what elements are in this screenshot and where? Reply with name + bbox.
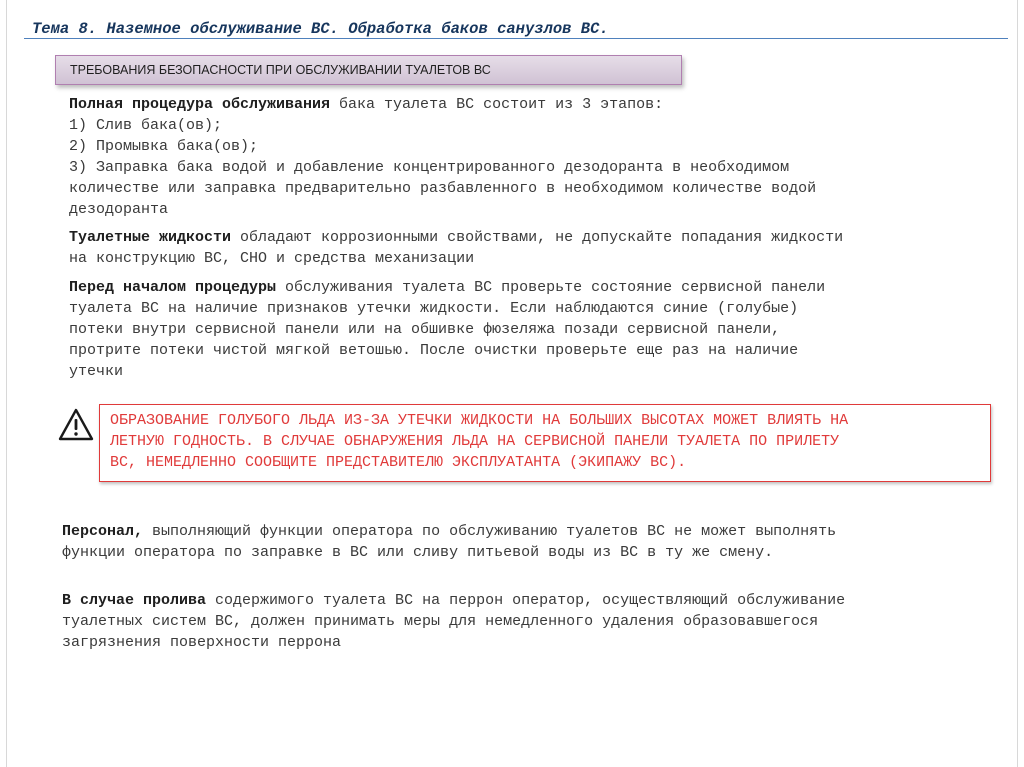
header-divider — [24, 38, 1008, 39]
before-paragraph — [69, 277, 825, 382]
procedure-line-4: количестве или заправка предварительно разбавленного в необходимом количестве водой — [69, 180, 817, 197]
section-banner: ТРЕБОВАНИЯ БЕЗОПАСНОСТИ ПРИ ОБСЛУЖИВАНИИ ТУАЛЕТОВ ВС — [55, 55, 682, 85]
fluids-lead: Туалетные жидкости — [69, 229, 232, 246]
before-lead: Перед началом процедуры — [69, 279, 277, 296]
procedure-line-1: 1) Слив бака(ов); — [69, 117, 223, 134]
before-line-2: потеки внутри сервисной панели или на обшивке фюзеляжа позади сервисной панели, — [69, 321, 781, 338]
spill-line-2: загрязнения поверхности перрона — [62, 634, 342, 651]
personnel-lead: Персонал, — [62, 523, 144, 540]
before-line-3: протрите потеки чистой мягкой ветошью. После очистки проверьте еще раз на наличие — [69, 342, 799, 359]
procedure-line-0: бака туалета ВС состоит из 3 этапов: — [330, 96, 664, 113]
before-line-4: утечки — [69, 363, 124, 380]
spill-line-0: содержимого туалета ВС на перрон оператор, осуществляющий обслуживание — [206, 592, 846, 609]
before-line-1: туалета ВС на наличие признаков утечки жидкости. Если наблюдаются синие (голубые) — [69, 300, 799, 317]
warning-box — [99, 404, 991, 482]
before-line-0: обслуживания туалета ВС проверьте состояние сервисной панели — [276, 279, 826, 296]
warning-triangle-icon — [58, 408, 94, 442]
warning-line-3: ВС, НЕМЕДЛЕННО СООБЩИТЕ ПРЕДСТАВИТЕЛЮ ЭКСПЛУАТАНТА (ЭКИПАЖУ ВС). — [110, 454, 687, 471]
fluids-line-0: обладают коррозионными свойствами, не допускайте попадания жидкости — [231, 229, 844, 246]
fluids-paragraph — [69, 227, 843, 269]
procedure-line-2: 2) Промывка бака(ов); — [69, 138, 259, 155]
spill-lead: В случае пролива — [62, 592, 207, 609]
personnel-paragraph — [62, 521, 836, 563]
procedure-line-3: 3) Заправка бака водой и добавление концентрированного дезодоранта в необходимом — [69, 159, 790, 176]
spill-paragraph — [62, 590, 845, 653]
personnel-line-0: выполняющий функции оператора по обслуживанию туалетов ВС не может выполнять — [143, 523, 837, 540]
page-title: Тема 8. Наземное обслуживание ВС. Обработка баков санузлов ВС. — [32, 20, 609, 38]
procedure-paragraph — [69, 94, 816, 220]
procedure-lead: Полная процедура обслуживания — [69, 96, 331, 113]
fluids-line-1: на конструкцию ВС, СНО и средства механизации — [69, 250, 475, 267]
procedure-line-5: дезодоранта — [69, 201, 169, 218]
warning-line-1: ОБРАЗОВАНИЕ ГОЛУБОГО ЛЬДА ИЗ-ЗА УТЕЧКИ ЖИДКОСТИ НА БОЛЬШИХ ВЫСОТАХ МОЖЕТ ВЛИЯТЬ НА — [110, 412, 849, 429]
spill-line-1: туалетных систем ВС, должен принимать меры для немедленного удаления образовавшегося — [62, 613, 819, 630]
warning-line-2: ЛЕТНУЮ ГОДНОСТЬ. В СЛУЧАЕ ОБНАРУЖЕНИЯ ЛЬДА НА СЕРВИСНОЙ ПАНЕЛИ ТУАЛЕТА ПО ПРИЛЕТУ — [110, 433, 840, 450]
personnel-line-1: функции оператора по заправке в ВС или сливу питьевой воды из ВС в ту же смену. — [62, 544, 774, 561]
